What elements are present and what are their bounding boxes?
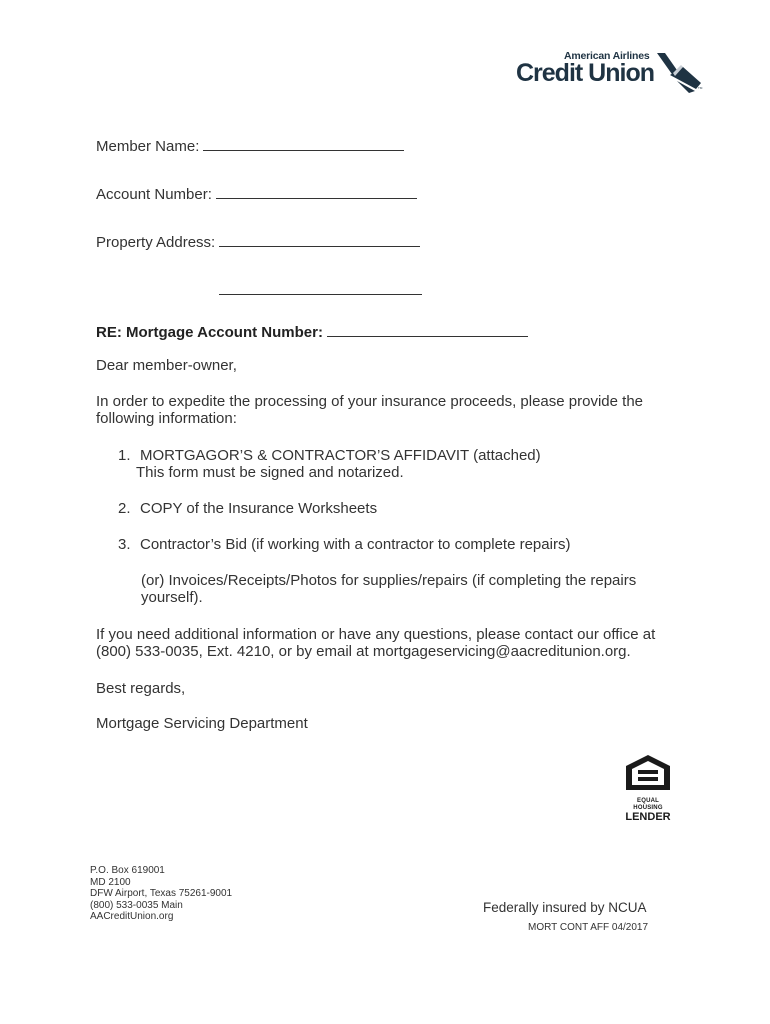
equal-housing-lender-logo [622,755,674,823]
address-line: (800) 533-0035 Main [90,899,183,911]
member-name-field [96,136,404,155]
address-line: MD 2100 [90,876,131,888]
intro-paragraph: In order to expedite the processing of your insurance proceeds, please provide the following information: [96,393,644,427]
account-number-label: Account Number: [96,186,212,203]
list-number: 3. [118,536,131,553]
equal-housing-house-icon [624,755,672,791]
address-line: P.O. Box 619001 [90,865,165,876]
list-number: 1. [118,447,131,464]
re-label: RE: Mortgage Account Number: [96,324,323,341]
list-item-1-sub: This form must be signed and notarized. [136,464,404,481]
address-line: DFW Airport, Texas 75261-9001 [90,888,233,899]
list-item-3-alt: (or) Invoices/Receipts/Photos for supplies/repairs (if completing the repairs yourself). [141,572,637,606]
property-address-line2 [219,280,422,299]
property-address-label: Property Address: [96,234,216,251]
ehl-lender: LENDER [625,811,671,823]
member-name-label: Member Name: [96,138,200,155]
member-name-blank[interactable] [203,136,404,151]
address-line: AACreditUnion.org [90,911,174,922]
list-item-2 [118,500,377,517]
salutation: Dear member-owner, [96,357,237,374]
logo-trademark: TM [698,86,703,90]
re-mortgage-account [96,322,528,341]
account-number-field [96,184,417,203]
logo-credit-union: Credit Union [516,59,654,87]
list-item-text: COPY of the Insurance Worksheets [140,500,378,517]
list-item-text: MORTGAGOR’S & CONTRACTOR’S AFFIDAVIT (attached) [140,447,541,464]
mortgage-account-blank[interactable] [327,322,528,337]
contact-paragraph: If you need additional information or have any questions, please contact our office at (800) 533-0035, Ext. 4210, or by email at mortgageservicing@aacreditunion.org. [96,626,656,660]
list-item-text: Contractor’s Bid (if working with a contractor to complete repairs) [140,536,571,553]
property-address-field [96,232,420,251]
ncua-notice: Federally insured by NCUA [483,900,647,915]
ehl-equal-housing: EQUAL HOUSING [633,798,663,811]
footer-address [90,865,232,923]
logo-american-airlines: American Airlines [564,50,650,62]
credit-union-logo [512,50,707,98]
list-item-1 [118,447,541,464]
list-item-3 [118,536,570,553]
closing: Best regards, [96,680,186,697]
property-address-blank-2[interactable] [219,280,422,295]
account-number-blank[interactable] [216,184,417,199]
form-code: MORT CONT AFF 04/2017 [528,922,649,933]
property-address-blank[interactable] [219,232,420,247]
list-number: 2. [118,500,131,517]
department-signature: Mortgage Servicing Department [96,715,308,732]
